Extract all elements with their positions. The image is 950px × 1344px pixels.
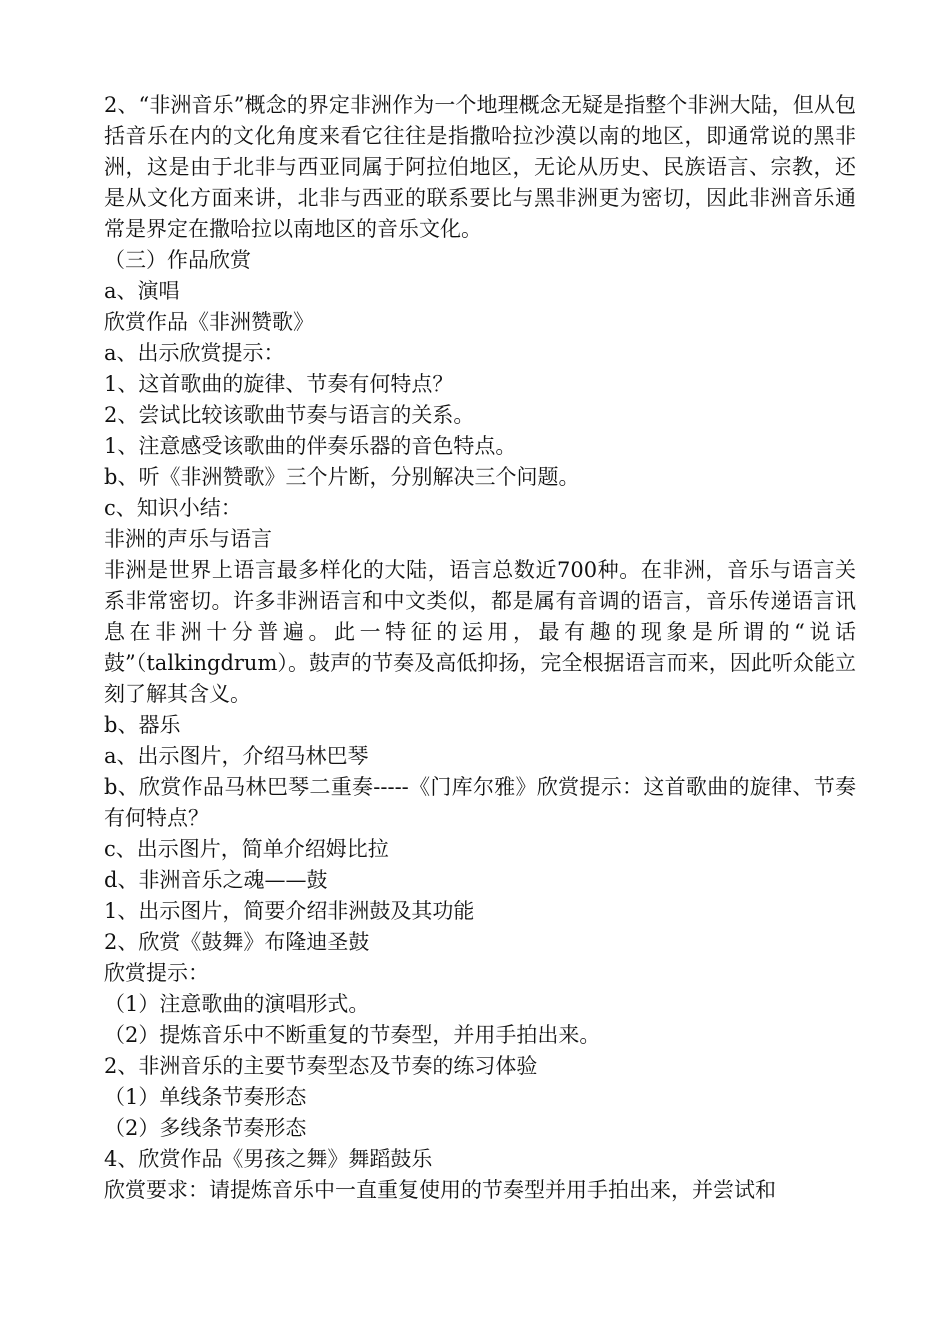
- text-line: 1、这首歌曲的旋律、节奏有何特点？: [104, 372, 454, 396]
- text-line: （2）提炼音乐中不断重复的节奏型，并用手拍出来。: [104, 1023, 601, 1047]
- text-line: 2、欣赏《鼓舞》布隆迪圣鼓: [104, 930, 370, 954]
- text-line: 2、尝试比较该歌曲节奏与语言的关系。: [104, 403, 475, 427]
- text-line: （1）注意歌曲的演唱形式。: [104, 992, 370, 1016]
- text-line: 欣赏作品《非洲赞歌》: [104, 310, 314, 334]
- text-line: c、出示图片，简单介绍姆比拉: [104, 837, 389, 861]
- text-line: （三）作品欣赏: [104, 248, 251, 272]
- lines-section-drums: [104, 834, 856, 1206]
- text-line: c、知识小结：: [104, 496, 242, 520]
- text-line: a、出示欣赏提示：: [104, 341, 285, 365]
- paragraph-africa-music-definition: 2、“非洲音乐”概念的界定非洲作为一个地理概念无疑是指整个非洲大陆，但从包括音乐在内的文化角度来看它往往是指撒哈拉沙漠以南的地区，即通常说的黑非洲，这是由于北非与西亚同属于阿拉伯地区，无论从历史、民族语言、宗教，还是从文化方面来讲，北非与西亚的联系要比与黑非洲更为密切，因此非洲音乐通常是界定在撒哈拉以南地区的音乐文化。: [104, 93, 856, 241]
- text-line: （2）多线条节奏形态: [104, 1116, 307, 1140]
- text-line: 1、注意感受该歌曲的伴奏乐器的音色特点。: [104, 434, 517, 458]
- text-line: b、听《非洲赞歌》三个片断，分别解决三个问题。: [104, 465, 580, 489]
- text-line: 非洲的声乐与语言: [104, 527, 272, 551]
- paragraph-marimba-duet: b、欣赏作品马林巴琴二重奏-----《门库尔雅》欣赏提示：这首歌曲的旋律、节奏有何特点？: [104, 775, 856, 830]
- text-line: b、器乐: [104, 713, 181, 737]
- text-line: a、演唱: [104, 279, 180, 303]
- lines-section-appreciation: [104, 245, 856, 555]
- paragraph-voice-and-language: 非洲是世界上语言最多样化的大陆，语言总数近700种。在非洲，音乐与语言关系非常密切。许多非洲语言和中文类似，都是属有音调的语言，音乐传递语言讯息在非洲十分普遍。此一特征的运用，最有趣的现象是所谓的“说话鼓”（talkingdrum）。鼓声的节奏及高低抑扬，完全根据语言而来，因此听众能立刻了解其含义。: [104, 558, 856, 706]
- text-line: 1、出示图片，简要介绍非洲鼓及其功能: [104, 899, 475, 923]
- text-line: 欣赏提示：: [104, 961, 209, 985]
- document-body: [104, 90, 856, 1206]
- text-line: a、出示图片，介绍马林巴琴: [104, 744, 369, 768]
- text-line: 4、欣赏作品《男孩之舞》舞蹈鼓乐: [104, 1147, 433, 1171]
- text-line: （1）单线条节奏形态: [104, 1085, 307, 1109]
- text-line: 2、非洲音乐的主要节奏型态及节奏的练习体验: [104, 1054, 538, 1078]
- lines-section-instrumental: [104, 710, 856, 772]
- text-line: 欣赏要求：请提炼音乐中一直重复使用的节奏型并用手拍出来，并尝试和: [104, 1178, 776, 1202]
- text-line: d、非洲音乐之魂——鼓: [104, 868, 328, 892]
